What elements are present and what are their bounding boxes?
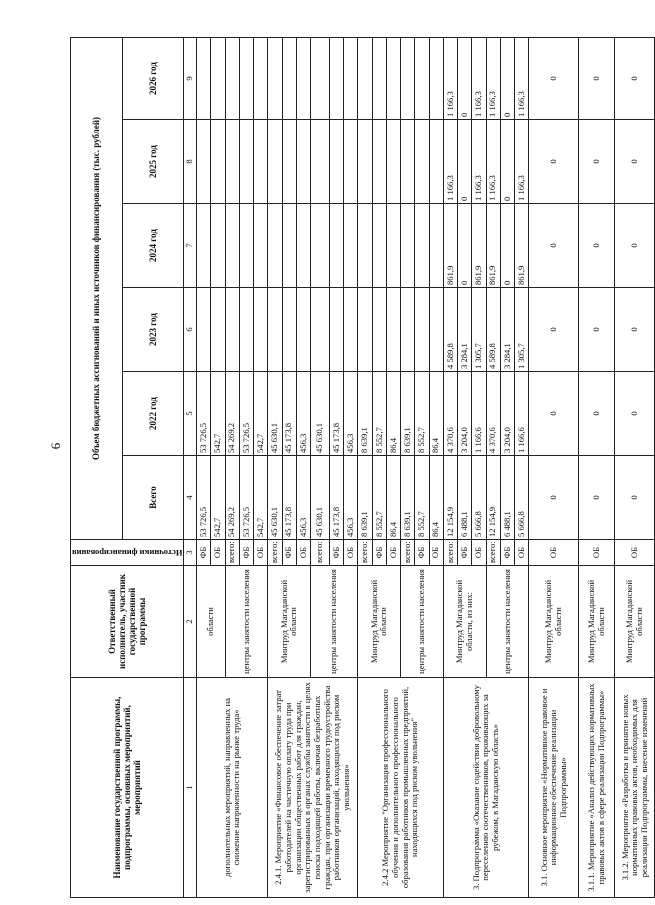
cell-value [239, 288, 253, 372]
row-name: 3.1.1. Мероприятие «Анализ действующих нормативных правовых актов в сфере реализации Подпрограммы» [579, 678, 615, 898]
col-number: 6 [184, 288, 197, 372]
row-name: 3.1. Основное мероприятие «Нормативное правовое и информационное обеспечение реализации Подпрограммы» [529, 678, 579, 898]
cell-value [330, 288, 344, 372]
cell-value [197, 37, 211, 119]
header-executor: Ответственный исполнитель, участник государственной программы [71, 566, 184, 678]
cell-value: 861,9 [472, 204, 486, 288]
cell-value [225, 288, 239, 372]
cell-value: 1 166,3 [486, 120, 500, 204]
cell-value: 0 [529, 37, 579, 119]
cell-value: 861,9 [443, 204, 457, 288]
cell-value [401, 204, 415, 288]
cell-value [372, 120, 386, 204]
cell-value [239, 37, 253, 119]
cell-value: 86,4 [429, 372, 443, 456]
header-year: 2025 год [122, 120, 184, 204]
cell-value [310, 120, 329, 204]
cell-value: 0 [579, 37, 615, 119]
cell-value [401, 37, 415, 119]
cell-value [330, 204, 344, 288]
cell-value [358, 204, 372, 288]
row-executor: центры занятости населения [225, 566, 268, 678]
cell-value [372, 288, 386, 372]
cell-value [254, 288, 268, 372]
cell-value [239, 120, 253, 204]
header-year: 2026 год [122, 37, 184, 119]
cell-value: 0 [615, 120, 655, 204]
cell-value: 3 284,1 [458, 288, 472, 372]
cell-value: 1 166,3 [443, 120, 457, 204]
cell-value [282, 204, 296, 288]
cell-value [372, 204, 386, 288]
cell-value: 53 726,5 [197, 372, 211, 456]
cell-value: 456,3 [296, 372, 310, 456]
cell-value: 1 305,7 [515, 288, 529, 372]
cell-value [268, 120, 282, 204]
cell-value: 0 [615, 204, 655, 288]
col-number: 8 [184, 120, 197, 204]
cell-value [282, 37, 296, 119]
cell-value: 0 [500, 120, 514, 204]
cell-source: ОБ [429, 540, 443, 566]
cell-value: 8 639,1 [358, 372, 372, 456]
cell-source: ФБ [282, 540, 296, 566]
cell-value [330, 37, 344, 119]
cell-value: 6 488,1 [500, 456, 514, 540]
col-number: 3 [184, 540, 197, 566]
cell-value: 0 [579, 204, 615, 288]
cell-source: ФБ [239, 540, 253, 566]
cell-value: 54 269,2 [225, 456, 239, 540]
cell-value: 12 154,9 [486, 456, 500, 540]
cell-value: 542,7 [211, 456, 225, 540]
cell-value: 0 [458, 120, 472, 204]
cell-value [225, 204, 239, 288]
cell-source: ОБ [579, 540, 615, 566]
row-executor: Минтруд Магаданской области [268, 566, 311, 678]
cell-source: ФБ [458, 540, 472, 566]
cell-value: 86,4 [429, 456, 443, 540]
cell-value: 0 [579, 120, 615, 204]
cell-value: 0 [458, 37, 472, 119]
cell-value: 86,4 [386, 456, 400, 540]
cell-value: 861,9 [515, 204, 529, 288]
cell-value: 3 204,0 [458, 372, 472, 456]
cell-value [225, 120, 239, 204]
cell-value: 0 [615, 456, 655, 540]
cell-value: 0 [615, 288, 655, 372]
cell-value: 4 370,6 [443, 372, 457, 456]
cell-value: 12 154,9 [443, 456, 457, 540]
cell-value [330, 120, 344, 204]
cell-source: всего: [401, 540, 415, 566]
cell-value: 1 305,7 [472, 288, 486, 372]
cell-value: 861,9 [486, 204, 500, 288]
cell-value: 3 204,0 [500, 372, 514, 456]
cell-value: 45 630,1 [310, 456, 329, 540]
table-row [268, 37, 282, 897]
table-row [615, 37, 655, 897]
cell-value [386, 37, 400, 119]
cell-value [197, 204, 211, 288]
table-row [529, 37, 579, 897]
cell-value [310, 204, 329, 288]
cell-value: 53 726,5 [239, 456, 253, 540]
cell-value: 54 269,2 [225, 372, 239, 456]
cell-source: ФБ [415, 540, 429, 566]
header-year: Всего [122, 456, 184, 540]
col-number: 9 [184, 37, 197, 119]
cell-value: 0 [579, 288, 615, 372]
cell-value [386, 204, 400, 288]
cell-value: 8 552,7 [372, 456, 386, 540]
cell-value: 45 173,8 [282, 372, 296, 456]
cell-value [268, 37, 282, 119]
table-row [358, 37, 372, 897]
cell-source: ФБ [197, 540, 211, 566]
budget-table [70, 37, 655, 898]
cell-value [310, 288, 329, 372]
cell-value [344, 288, 358, 372]
cell-value: 1 166,6 [515, 372, 529, 456]
cell-value: 0 [529, 456, 579, 540]
cell-value: 8 552,7 [415, 456, 429, 540]
cell-value [344, 120, 358, 204]
cell-value [254, 37, 268, 119]
cell-value: 1 166,3 [472, 37, 486, 119]
cell-value: 53 726,5 [239, 372, 253, 456]
cell-value: 45 630,1 [310, 372, 329, 456]
cell-value [225, 37, 239, 119]
cell-value: 45 173,8 [282, 456, 296, 540]
cell-value: 0 [529, 288, 579, 372]
header-year: 2022 год [122, 372, 184, 456]
cell-value: 8 639,1 [401, 372, 415, 456]
cell-value: 45 173,8 [330, 372, 344, 456]
cell-value [415, 288, 429, 372]
table-row [443, 37, 457, 897]
row-name: 3. Подпрограмма «Оказание содействия добровольному переселению соотечественников, проживающих за рубежом, в Магаданскую область» [443, 678, 529, 898]
header-source: Источники финансирования [71, 540, 184, 566]
cell-value [429, 204, 443, 288]
col-number: 1 [184, 678, 197, 898]
cell-value: 3 284,1 [500, 288, 514, 372]
cell-source: ОБ [296, 540, 310, 566]
cell-value: 1 166,3 [515, 37, 529, 119]
cell-value: 0 [579, 456, 615, 540]
cell-source: ФБ [372, 540, 386, 566]
cell-value [344, 37, 358, 119]
cell-value [358, 288, 372, 372]
cell-value [386, 288, 400, 372]
cell-value: 0 [500, 204, 514, 288]
cell-value [282, 288, 296, 372]
header-name: Наименование государственной программы, подпрограммы, основных мероприятий, мероприятий [71, 678, 184, 898]
cell-value: 1 166,3 [472, 120, 486, 204]
cell-value: 6 488,1 [458, 456, 472, 540]
cell-value [415, 204, 429, 288]
cell-value: 456,3 [344, 372, 358, 456]
cell-value [197, 120, 211, 204]
cell-value: 45 630,1 [268, 372, 282, 456]
row-executor: Минтруд Магаданской области [529, 566, 579, 678]
cell-value: 542,7 [254, 456, 268, 540]
cell-value: 8 552,7 [415, 372, 429, 456]
cell-value [429, 120, 443, 204]
row-executor: Минтруд Магаданской области, из них: [443, 566, 486, 678]
cell-value [296, 120, 310, 204]
cell-value: 542,7 [254, 372, 268, 456]
header-year: 2024 год [122, 204, 184, 288]
cell-value: 0 [529, 204, 579, 288]
rotated-table-sheet [70, 38, 649, 898]
cell-value [197, 288, 211, 372]
cell-source: всего: [225, 540, 239, 566]
cell-value [296, 288, 310, 372]
col-number: 2 [184, 566, 197, 678]
cell-value: 0 [458, 204, 472, 288]
row-name: дополнительных мероприятий, направленных на снижение напряженности на рынке труда» [197, 678, 268, 898]
cell-source: всего: [268, 540, 282, 566]
cell-source: всего: [443, 540, 457, 566]
cell-value [211, 37, 225, 119]
row-name: 2.4.2 Мероприятие "Организация профессионального обучения и дополнительного профессионального образования работников промышленных предприятий, находящихся под риском увольнения" [358, 678, 443, 898]
cell-value: 5 666,8 [472, 456, 486, 540]
cell-value: 1 166,3 [443, 37, 457, 119]
cell-value: 5 666,8 [515, 456, 529, 540]
cell-value [211, 204, 225, 288]
cell-value: 456,3 [344, 456, 358, 540]
cell-value: 53 726,5 [197, 456, 211, 540]
cell-value [386, 120, 400, 204]
row-executor: Минтруд Магаданской области [358, 566, 401, 678]
cell-value: 45 173,8 [330, 456, 344, 540]
row-executor: Минтруд Магаданской области [615, 566, 655, 678]
cell-value [239, 204, 253, 288]
cell-value [268, 204, 282, 288]
cell-value [401, 288, 415, 372]
cell-value [344, 204, 358, 288]
cell-value: 1 166,3 [486, 37, 500, 119]
cell-value [358, 37, 372, 119]
header-funding-group: Объем бюджетных ассигнований и иных источников финансирования (тыс. рублей) [71, 37, 123, 539]
cell-value: 0 [500, 37, 514, 119]
cell-source: всего: [310, 540, 329, 566]
header-year: 2023 год [122, 288, 184, 372]
cell-source: ФБ [330, 540, 344, 566]
cell-source: ОБ [472, 540, 486, 566]
row-executor: центры занятости населения [401, 566, 444, 678]
cell-value: 86,4 [386, 372, 400, 456]
col-number: 5 [184, 372, 197, 456]
page-number: 9 [48, 442, 64, 450]
row-executor: центры занятости населения [486, 566, 529, 678]
cell-value [296, 204, 310, 288]
cell-value [401, 120, 415, 204]
cell-value [429, 288, 443, 372]
cell-value [372, 37, 386, 119]
cell-value [254, 120, 268, 204]
cell-value: 0 [529, 120, 579, 204]
cell-value [429, 37, 443, 119]
cell-value: 4 589,8 [443, 288, 457, 372]
cell-value [310, 37, 329, 119]
col-number: 7 [184, 204, 197, 288]
cell-source: ОБ [529, 540, 579, 566]
cell-value: 8 639,1 [358, 456, 372, 540]
table-row [197, 37, 211, 897]
row-executor: Минтруд Магаданской области [579, 566, 615, 678]
row-executor: области [197, 566, 225, 678]
cell-value: 4 589,8 [486, 288, 500, 372]
cell-value: 8 552,7 [372, 372, 386, 456]
cell-value [415, 120, 429, 204]
cell-value: 4 370,6 [486, 372, 500, 456]
cell-value [296, 37, 310, 119]
cell-value: 456,3 [296, 456, 310, 540]
cell-source: ОБ [254, 540, 268, 566]
cell-source: ОБ [211, 540, 225, 566]
cell-value [415, 37, 429, 119]
cell-value: 0 [529, 372, 579, 456]
cell-value: 0 [579, 372, 615, 456]
cell-value: 1 166,6 [472, 372, 486, 456]
cell-value: 8 639,1 [401, 456, 415, 540]
cell-value: 0 [615, 372, 655, 456]
cell-value: 542,7 [211, 372, 225, 456]
cell-value [211, 288, 225, 372]
cell-value [268, 288, 282, 372]
cell-value [211, 120, 225, 204]
row-executor: центры занятости населения [310, 566, 358, 678]
cell-value: 45 630,1 [268, 456, 282, 540]
cell-value [254, 204, 268, 288]
cell-value [282, 120, 296, 204]
cell-source: всего: [358, 540, 372, 566]
cell-source: ФБ [500, 540, 514, 566]
cell-value: 1 166,3 [515, 120, 529, 204]
table-row [579, 37, 615, 897]
cell-source: всего: [486, 540, 500, 566]
cell-value: 0 [615, 37, 655, 119]
cell-source: ОБ [615, 540, 655, 566]
cell-value [358, 120, 372, 204]
cell-source: ОБ [386, 540, 400, 566]
row-name: 2.4.1. Мероприятие «Финансовое обеспечение затрат работодателей на частичную оплату труда при организации общественных работ для граждан, зарегистрированных в органах службы занятости в целях поиска подходящей работы, включая безработных граждан, при организации временного трудоустройства работников организаций, находящихся под риском увольнения» [268, 678, 358, 898]
col-number: 4 [184, 456, 197, 540]
cell-source: ОБ [515, 540, 529, 566]
row-name: 3.1.2. Мероприятие «Разработка и принятие новых нормативных правовых актов, необходимых для реализации Подпрограммы, внесение изменений [615, 678, 655, 898]
cell-source: ОБ [344, 540, 358, 566]
